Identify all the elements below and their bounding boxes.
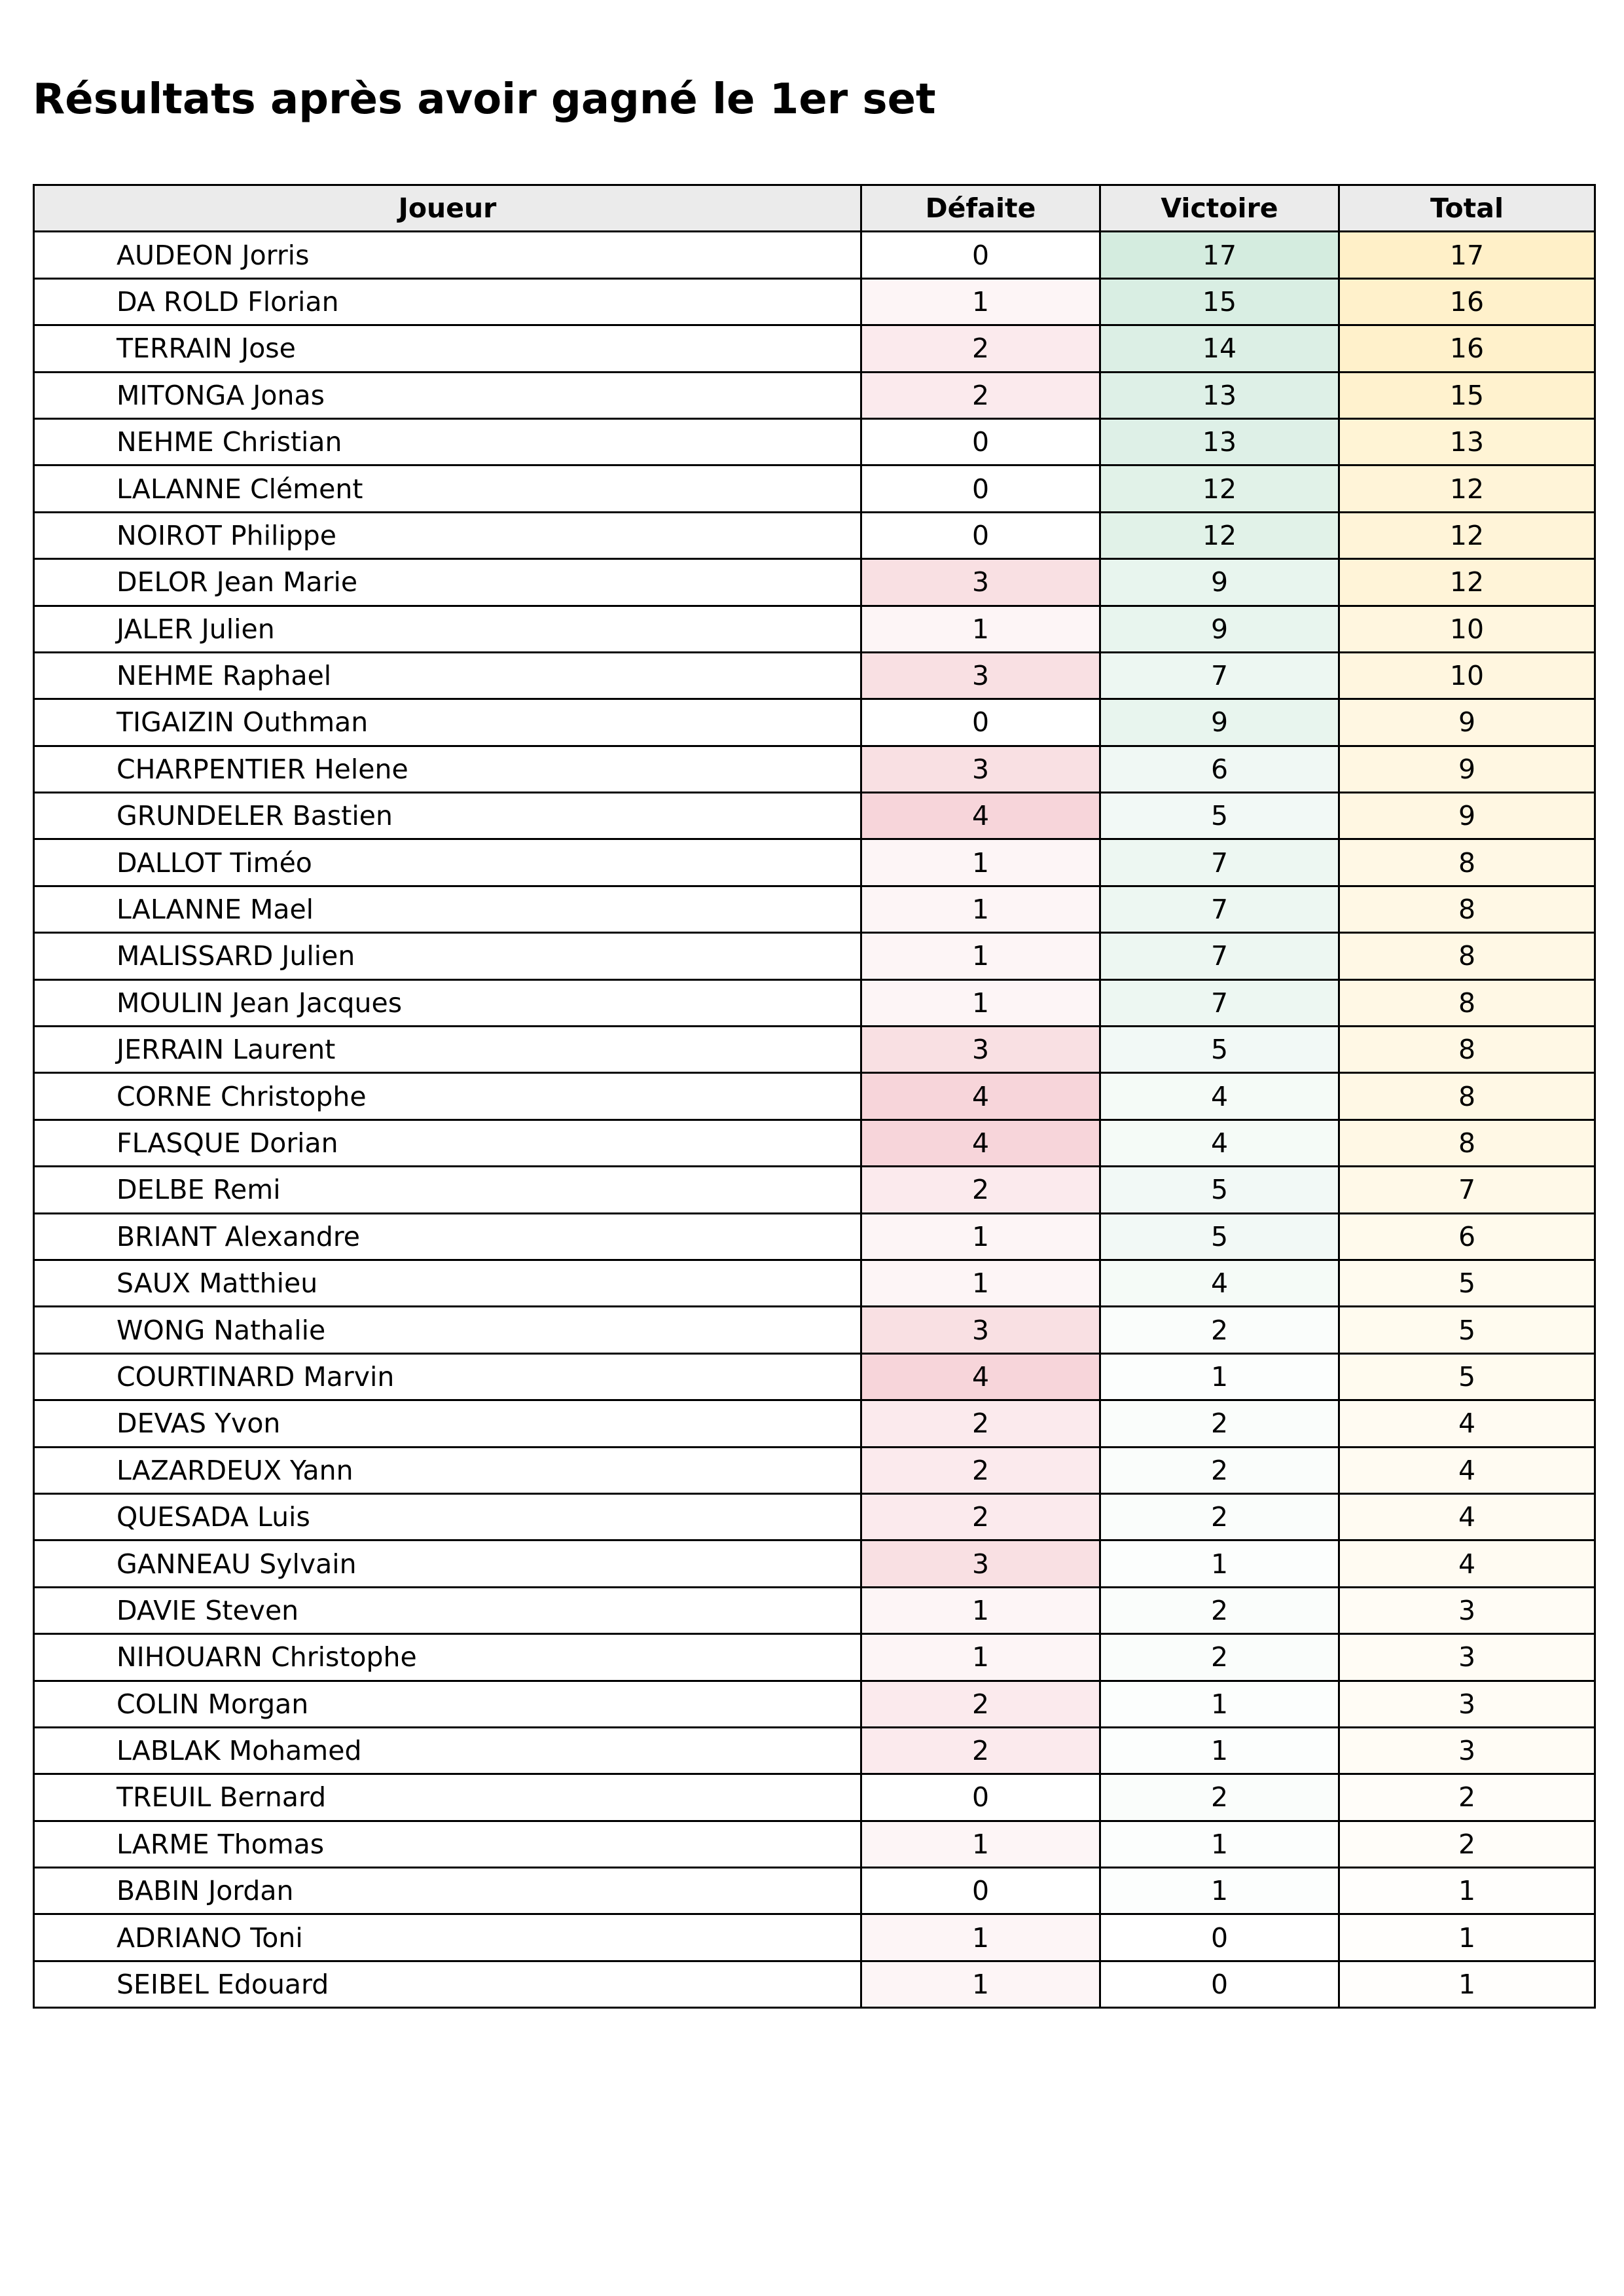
player-name-cell: DELBE Remi [34,1167,861,1213]
total-cell: 8 [1339,933,1595,979]
player-name-cell: MOULIN Jean Jacques [34,979,861,1026]
player-name-cell: JALER Julien [34,606,861,652]
total-cell: 8 [1339,979,1595,1026]
total-cell: 17 [1339,232,1595,278]
victoire-cell: 9 [1100,699,1339,746]
defaite-cell: 1 [861,1961,1100,2007]
total-cell: 6 [1339,1213,1595,1260]
total-cell: 12 [1339,465,1595,512]
player-name-cell: BRIANT Alexandre [34,1213,861,1260]
defaite-cell: 4 [861,793,1100,839]
total-cell: 3 [1339,1587,1595,1633]
defaite-cell: 2 [861,372,1100,418]
victoire-cell: 9 [1100,559,1339,606]
total-cell: 1 [1339,1868,1595,1914]
victoire-cell: 6 [1100,746,1339,792]
table-row [34,1540,1595,1587]
victoire-cell: 1 [1100,1353,1339,1400]
table-row [34,1447,1595,1493]
table-row [34,325,1595,372]
victoire-cell: 12 [1100,512,1339,558]
table-row [34,559,1595,606]
victoire-cell: 12 [1100,465,1339,512]
victoire-cell: 2 [1100,1307,1339,1353]
player-name-cell: DELOR Jean Marie [34,559,861,606]
player-name-cell: LAZARDEUX Yann [34,1447,861,1493]
table-row [34,979,1595,1026]
victoire-cell: 5 [1100,1167,1339,1213]
defaite-cell: 0 [861,512,1100,558]
table-row [34,1073,1595,1120]
defaite-cell: 0 [861,1868,1100,1914]
player-name-cell: LABLAK Mohamed [34,1727,861,1774]
player-name-cell: CHARPENTIER Helene [34,746,861,792]
defaite-cell: 1 [861,933,1100,979]
table-row [34,1587,1595,1633]
player-name-cell: GANNEAU Sylvain [34,1540,861,1587]
table-row [34,1120,1595,1166]
total-cell: 4 [1339,1540,1595,1587]
defaite-cell: 0 [861,1774,1100,1821]
player-name-cell: NIHOUARN Christophe [34,1634,861,1681]
table-row [34,1774,1595,1821]
defaite-cell: 1 [861,979,1100,1026]
player-name-cell: COURTINARD Marvin [34,1353,861,1400]
total-cell: 5 [1339,1260,1595,1306]
table-row [34,1868,1595,1914]
player-name-cell: DEVAS Yvon [34,1400,861,1447]
victoire-cell: 1 [1100,1727,1339,1774]
victoire-cell: 1 [1100,1868,1339,1914]
table-body [34,232,1595,2008]
defaite-cell: 1 [861,1634,1100,1681]
total-cell: 15 [1339,372,1595,418]
defaite-cell: 0 [861,465,1100,512]
player-name-cell: QUESADA Luis [34,1493,861,1540]
total-cell: 3 [1339,1727,1595,1774]
defaite-cell: 0 [861,699,1100,746]
total-cell: 8 [1339,886,1595,932]
table-row [34,606,1595,652]
defaite-cell: 2 [861,1167,1100,1213]
defaite-cell: 2 [861,1493,1100,1540]
defaite-cell: 3 [861,1540,1100,1587]
defaite-cell: 1 [861,1821,1100,1867]
total-cell: 12 [1339,512,1595,558]
player-name-cell: DA ROLD Florian [34,278,861,325]
total-cell: 1 [1339,1961,1595,2007]
table-row [34,418,1595,465]
total-cell: 4 [1339,1493,1595,1540]
table-row [34,1400,1595,1447]
table-row [34,652,1595,699]
player-name-cell: DAVIE Steven [34,1587,861,1633]
table-row [34,1167,1595,1213]
victoire-cell: 1 [1100,1821,1339,1867]
player-name-cell: TERRAIN Jose [34,325,861,372]
defaite-cell: 2 [861,325,1100,372]
defaite-cell: 1 [861,886,1100,932]
table-row [34,1213,1595,1260]
player-name-cell: LALANNE Mael [34,886,861,932]
table-row [34,1727,1595,1774]
table-row [34,1353,1595,1400]
table-row [34,1027,1595,1073]
column-header-total: Total [1339,185,1595,232]
table-row [34,793,1595,839]
table-row [34,1493,1595,1540]
table-row [34,512,1595,558]
table-row [34,886,1595,932]
defaite-cell: 1 [861,278,1100,325]
victoire-cell: 7 [1100,886,1339,932]
total-cell: 8 [1339,1027,1595,1073]
player-name-cell: NEHME Raphael [34,652,861,699]
player-name-cell: GRUNDELER Bastien [34,793,861,839]
table-row [34,839,1595,886]
player-name-cell: ADRIANO Toni [34,1914,861,1961]
victoire-cell: 4 [1100,1260,1339,1306]
total-cell: 9 [1339,746,1595,792]
victoire-cell: 15 [1100,278,1339,325]
table-row [34,746,1595,792]
victoire-cell: 0 [1100,1961,1339,2007]
player-name-cell: WONG Nathalie [34,1307,861,1353]
player-name-cell: JERRAIN Laurent [34,1027,861,1073]
victoire-cell: 0 [1100,1914,1339,1961]
victoire-cell: 7 [1100,839,1339,886]
table-row [34,1634,1595,1681]
player-name-cell: LALANNE Clément [34,465,861,512]
column-header-joueur: Joueur [34,185,861,232]
total-cell: 3 [1339,1634,1595,1681]
total-cell: 13 [1339,418,1595,465]
total-cell: 8 [1339,1120,1595,1166]
total-cell: 10 [1339,652,1595,699]
victoire-cell: 14 [1100,325,1339,372]
defaite-cell: 2 [861,1400,1100,1447]
table-row [34,232,1595,278]
results-table [33,184,1596,2009]
defaite-cell: 2 [861,1727,1100,1774]
total-cell: 2 [1339,1774,1595,1821]
table-row [34,1307,1595,1353]
column-header-victoire: Victoire [1100,185,1339,232]
victoire-cell: 17 [1100,232,1339,278]
player-name-cell: COLIN Morgan [34,1681,861,1727]
victoire-cell: 5 [1100,1027,1339,1073]
player-name-cell: TREUIL Bernard [34,1774,861,1821]
total-cell: 9 [1339,793,1595,839]
total-cell: 7 [1339,1167,1595,1213]
total-cell: 3 [1339,1681,1595,1727]
victoire-cell: 7 [1100,979,1339,1026]
total-cell: 16 [1339,325,1595,372]
defaite-cell: 0 [861,232,1100,278]
victoire-cell: 2 [1100,1493,1339,1540]
total-cell: 4 [1339,1400,1595,1447]
defaite-cell: 0 [861,418,1100,465]
table-row [34,1961,1595,2007]
table-row [34,933,1595,979]
victoire-cell: 1 [1100,1540,1339,1587]
player-name-cell: MITONGA Jonas [34,372,861,418]
player-name-cell: NEHME Christian [34,418,861,465]
victoire-cell: 2 [1100,1774,1339,1821]
total-cell: 10 [1339,606,1595,652]
page-title: Résultats après avoir gagné le 1er set [33,75,936,124]
total-cell: 9 [1339,699,1595,746]
defaite-cell: 1 [861,839,1100,886]
defaite-cell: 4 [861,1353,1100,1400]
table-row [34,1681,1595,1727]
victoire-cell: 2 [1100,1400,1339,1447]
defaite-cell: 3 [861,1307,1100,1353]
victoire-cell: 2 [1100,1634,1339,1681]
defaite-cell: 2 [861,1681,1100,1727]
player-name-cell: DALLOT Timéo [34,839,861,886]
column-header-defaite: Défaite [861,185,1100,232]
defaite-cell: 4 [861,1073,1100,1120]
defaite-cell: 1 [861,1260,1100,1306]
total-cell: 12 [1339,559,1595,606]
total-cell: 16 [1339,278,1595,325]
player-name-cell: TIGAIZIN Outhman [34,699,861,746]
victoire-cell: 2 [1100,1587,1339,1633]
table-row [34,699,1595,746]
victoire-cell: 4 [1100,1073,1339,1120]
player-name-cell: SAUX Matthieu [34,1260,861,1306]
table-header-row [34,185,1595,232]
defaite-cell: 3 [861,746,1100,792]
total-cell: 1 [1339,1914,1595,1961]
player-name-cell: BABIN Jordan [34,1868,861,1914]
defaite-cell: 4 [861,1120,1100,1166]
defaite-cell: 3 [861,559,1100,606]
player-name-cell: NOIROT Philippe [34,512,861,558]
victoire-cell: 5 [1100,1213,1339,1260]
victoire-cell: 13 [1100,418,1339,465]
player-name-cell: CORNE Christophe [34,1073,861,1120]
defaite-cell: 3 [861,1027,1100,1073]
defaite-cell: 1 [861,606,1100,652]
victoire-cell: 4 [1100,1120,1339,1166]
victoire-cell: 7 [1100,933,1339,979]
victoire-cell: 5 [1100,793,1339,839]
player-name-cell: SEIBEL Edouard [34,1961,861,2007]
total-cell: 2 [1339,1821,1595,1867]
defaite-cell: 2 [861,1447,1100,1493]
victoire-cell: 9 [1100,606,1339,652]
table-row [34,1260,1595,1306]
total-cell: 5 [1339,1307,1595,1353]
player-name-cell: MALISSARD Julien [34,933,861,979]
table-row [34,372,1595,418]
defaite-cell: 1 [861,1587,1100,1633]
victoire-cell: 13 [1100,372,1339,418]
player-name-cell: FLASQUE Dorian [34,1120,861,1166]
table-row [34,1821,1595,1867]
victoire-cell: 2 [1100,1447,1339,1493]
victoire-cell: 7 [1100,652,1339,699]
player-name-cell: AUDEON Jorris [34,232,861,278]
defaite-cell: 1 [861,1914,1100,1961]
player-name-cell: LARME Thomas [34,1821,861,1867]
defaite-cell: 3 [861,652,1100,699]
total-cell: 8 [1339,839,1595,886]
total-cell: 5 [1339,1353,1595,1400]
defaite-cell: 1 [861,1213,1100,1260]
table-row [34,278,1595,325]
total-cell: 4 [1339,1447,1595,1493]
victoire-cell: 1 [1100,1681,1339,1727]
table-row [34,1914,1595,1961]
total-cell: 8 [1339,1073,1595,1120]
table-row [34,465,1595,512]
